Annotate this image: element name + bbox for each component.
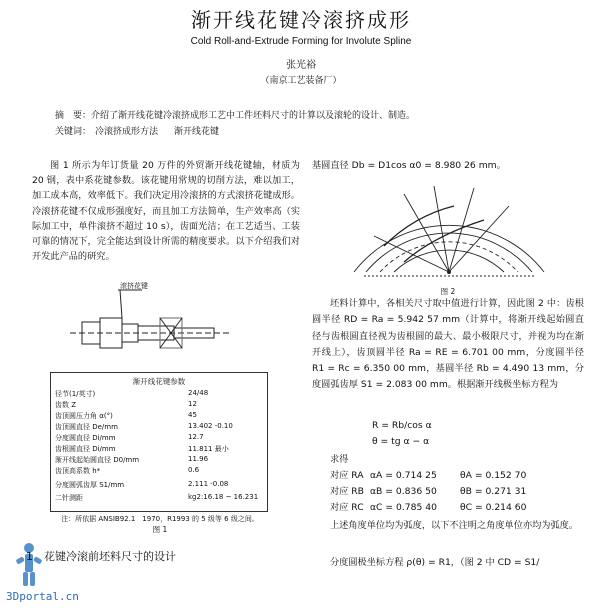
table-param: 齿顶圆压力角 α(°) [55,412,113,420]
intro-paragraph: 图 1 所示为年订货量 20 万件的外贸渐开线花键轴，材质为 20 钢，表中系花键参数。该花键用常规的切削方法，难以加工，加工成本高，效率低下。我们决定用冷滚挤的方式滚挤花键成形。冷滚挤花键不仅成形强度好，而且加工方法简单，生产效率高（实际加工中，单件滚挤不超过 10 s），齿面光洁；在工艺适当、工装可靠的情况下，完全能达到设计所需的精度要求。以下介绍我们对开发此产品的研究。 [32,160,300,263]
table-title: 渐开线花键参数 [132,377,186,386]
result-label: 对应 RB [330,486,364,497]
table-param: 齿顶高系数 h* [55,467,101,475]
result-theta: θC = 0.214 60 [460,502,527,513]
table-value: 12.7 [188,433,204,441]
table-param: 二针测距 [55,494,83,502]
result-label: 对应 RC [330,502,364,513]
table-row [55,389,263,399]
keyword-item: 冷滚挤成形方法 [95,127,159,137]
left-column-text [32,158,300,264]
table-note: 注：所依据 ANSIB92.1 1970，R1993 的 5 级等 6 级之间。 [61,515,259,523]
author: 张光裕 [286,60,316,71]
result-row [330,484,590,500]
unit-note: 上述角度单位均为弧度，以下不注明之角度单位亦均为弧度。 [330,520,579,531]
table-row [55,455,263,465]
equation-R: R = Rb/cos α [372,420,432,431]
table-value: 11.811 最小 [188,445,229,453]
table-value: 45 [188,411,197,419]
figure-1-caption: 图 1 [152,525,168,534]
watermark-text: 3Dportal.cn [6,590,79,603]
table-row [55,433,263,443]
table-row [55,422,263,432]
figure-2-involute-diagram [344,176,554,288]
results-list [330,468,590,516]
equation-theta: θ = tg α − α [372,436,430,447]
result-row [330,468,590,484]
result-alpha: αA = 0.714 25 [370,470,437,481]
table-value: 11.96 [188,455,209,463]
table-param: 分度圆弧齿厚 S1/mm [55,481,125,489]
table-param: 齿数 Z [55,401,77,409]
solve-label: 求得 [330,454,349,465]
polar-equation-system [360,418,560,450]
table-value: 0.6 [188,466,200,474]
keyword-item: 渐开线花键 [174,127,220,137]
table-param: 齿根圆直径 Di/mm [55,445,116,453]
spline-parameter-table [50,372,268,512]
table-row [55,480,263,490]
affiliation: （南京工艺装备厂） [260,76,342,86]
result-alpha: αC = 0.785 40 [370,502,437,513]
table-param: 径节(1/英寸) [55,390,96,398]
figure-1-spline-shaft [60,282,260,368]
table-row [55,493,263,503]
result-label: 对应 RA [330,470,364,481]
pitch-circle-equation: 分度圆极坐标方程 ρ(θ) = R1，（图 2 中 CD = S1/ [330,557,540,568]
table-row [55,411,263,421]
table-row [55,466,263,476]
abstract: 摘 要：介绍了渐开线花键冷滚挤成形工艺中工件坯料尺寸的计算以及滚轮的设计、制造。 [55,111,416,121]
result-row [330,500,590,516]
result-theta: θB = 0.271 31 [460,486,527,497]
result-theta: θA = 0.152 70 [460,470,527,481]
table-row [55,444,263,454]
section-heading: 1 花键冷滚前坯料尺寸的设计 [26,550,176,563]
table-value: 2.111 -0.08 [188,480,229,488]
table-param: 齿顶圆直径 De/mm [55,423,118,431]
table-param: 分度圆直径 Di/mm [55,434,116,442]
table-value: kg2:16.18 ~ 16.231 [188,493,259,501]
paper-title: 渐开线花键冷滚挤成形 [191,8,411,32]
keywords-label: 关键词： [55,127,92,137]
keywords [55,124,235,137]
table-value: 24/48 [188,389,209,397]
calculation-paragraph: 坯料计算中，各相关尺寸取中值进行计算，因此图 2 中：齿根圆半径 RD = Ra = 5.942 57 mm（计算中，将渐开线起始圆直径与齿根圆直径视为齿根圆的最大、最小极限尺寸，并视为均在渐开线上），齿顶圆半径 Ra = RE = 6.701 00 mm，分度圆半径 R1 = Rc = 6.350 00 mm，基圆半径 Rb = 4.490 13 mm，分度圆弧齿厚 S1 = 2.083 00 mm。根据渐开线极坐标方程为 [312,298,584,391]
table-param: 渐开线起始圆直径 D0/mm [55,456,140,464]
table-value: 13.402 -0.10 [188,422,233,430]
paper-subtitle: Cold Roll-and-Extrude Forming for Involute Spline [190,36,412,47]
table-value: 12 [188,400,197,408]
result-alpha: αB = 0.836 50 [370,486,437,497]
table-row [55,400,263,410]
base-circle-equation: 基圆直径 Db = D1cos α0 = 8.980 26 mm。 [312,160,506,171]
fig1-label: 滚挤花键 [120,282,148,290]
figure-2-caption: 图 2 [440,287,456,296]
